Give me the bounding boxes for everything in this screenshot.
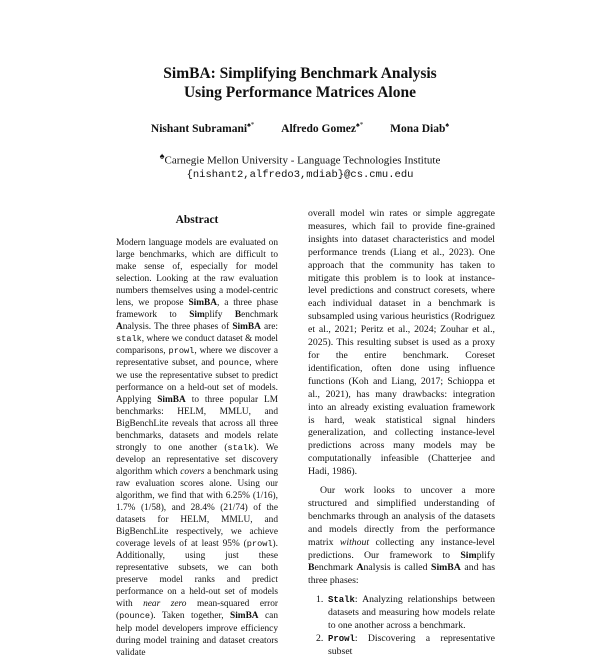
author-name: Nishant Subramani [150, 122, 248, 135]
introduction-column [308, 208, 495, 659]
text-run: prowl [246, 539, 273, 550]
phase-description: : Discovering a representative subset [328, 633, 495, 657]
text-run: mean-squared error ( [116, 599, 278, 622]
text-run: B [308, 562, 315, 574]
text-run: ). Taken together, [150, 611, 230, 622]
text-run: B [234, 310, 242, 321]
text-run: pounce [119, 611, 151, 622]
text-run: stalk [116, 334, 142, 345]
text-run: A [116, 322, 123, 333]
text-run: nalysis. The three phases of [122, 322, 233, 333]
text-run: A [356, 562, 364, 574]
text-run: to three popular LM benchmarks: HELM, MMLU, and BigBenchLite reveals that across all three benchmarks, datasets and models relate strongly to one another ( [116, 394, 279, 453]
text-run: collecting any instance-level predictions. Our framework to [308, 536, 495, 561]
phase-number: 2. [316, 633, 324, 644]
text-run: pounce [218, 358, 250, 369]
author-2 [281, 123, 363, 135]
affiliation-line [0, 149, 600, 168]
institution-name: Carnegie Mellon University - Language Technologies Institute [164, 154, 441, 167]
text-run: near zero [143, 599, 187, 610]
text-run: prowl [168, 346, 195, 357]
author-1 [151, 123, 254, 135]
text-run: Modern language models are evaluated on large benchmarks, which are difficult to make sense of, especially for model selection. Looking at the raw evaluation numbers themselves using a model-centric lens, we propose [116, 238, 278, 309]
affiliation-block [0, 149, 600, 182]
title-line-1: SimBA: Simplifying Benchmark Analysis [163, 65, 437, 82]
text-run: and has three phases: [308, 562, 495, 587]
text-run: SimBA [188, 298, 217, 309]
text-run: Our work looks to uncover a more structured and simplified understanding of benchmarks through an analysis of the datasets and models directly from the performance matrix [308, 485, 495, 548]
author-email: {nishant2,alfredo3,mdiab}@cs.cmu.edu [186, 168, 414, 181]
text-run: ). We develop an representative set discovery algorithm which [116, 442, 278, 477]
text-run: , where we conduct dataset & model comparisons, [116, 334, 279, 357]
text-run: Sim [189, 310, 205, 321]
text-run: are: [260, 322, 279, 333]
phase-description: : Analyzing relationships between datasets and measuring how models relate to one another across a benchmark. [328, 594, 495, 632]
text-run: a benchmark using raw evaluation scores alone. Using our algorithm, we find that with 6.25% (1/16), 1.7% (1/58), and 28.4% (21/74) of the datasets for HELM, MMLU, and BigBenchLite respectively, we achieve coverage levels of at least 95% ( [116, 466, 278, 550]
phase-number: 1. [316, 594, 324, 606]
author-marks: ♠* [356, 121, 364, 129]
paper-title [0, 64, 600, 102]
text-run: ). Additionally, using just these representative subsets, we can both preserve model ranks and predict performance on a held-out set of models with [116, 539, 278, 610]
text-run: , where we use the representative subset to predict performance on a held-out set of models. Applying [116, 358, 279, 405]
text-run: plify [476, 549, 495, 561]
text-run: nalysis is called [363, 562, 432, 574]
text-run: SimBA [230, 611, 259, 622]
author-marks: ♠ [445, 121, 450, 129]
author-list [0, 121, 600, 135]
phase-item [308, 594, 495, 633]
author-marks: ♠* [247, 121, 255, 129]
abstract-heading: Abstract [175, 214, 219, 226]
abstract-body [116, 237, 278, 659]
phase-item [308, 633, 495, 659]
affiliation-mark: ♠ [159, 151, 165, 161]
text-run: covers [180, 466, 205, 477]
author-name: Mona Diab [390, 122, 446, 135]
author-name: Alfredo Gomez [281, 122, 357, 135]
text-run: SimBA [431, 562, 461, 574]
phase-name: Prowl [328, 634, 355, 644]
intro-paragraph-1: overall model win rates or simple aggregate measures, which fail to provide fine-grained insights into dataset characteristics and model performance trends (Liang et al., 2023). One approach that the community has taken to mitigate this problem is to look at instance-level predictions and construct coresets, where each individual dataset in a benchmark is subsampled using various heuristics (Rodriguez et al., 2021; Peritz et al., 2024; Zouhar et al., 2025). This resulting subset is used as a proxy for the entire benchmark. Coreset identification, often done using influence functions (Koh and Liang, 2017; Schioppa et al., 2021), has many drawbacks: integration into an already existing evaluation framework is hard, weak statistical signal hinders generalization, and collecting instance-level predictions across many models may be computationally infeasible (Chatterjee and Hadi, 1986). [308, 208, 495, 478]
text-run: SimBA [157, 394, 186, 405]
text-run: can help model developers improve efficiency during model training and dataset creators validate [116, 611, 278, 658]
text-run: enchmark [314, 562, 357, 574]
phase-name: Stalk [328, 595, 355, 606]
phase-list [308, 594, 495, 659]
text-run: plify [204, 310, 235, 321]
text-run: without [339, 536, 370, 548]
title-line-2: Using Performance Matrices Alone [183, 84, 416, 101]
text-run: enchmark [241, 310, 278, 321]
text-run: , where we discover a representative subset, and [116, 346, 279, 369]
text-run: SimBA [232, 322, 261, 333]
author-3 [390, 123, 449, 135]
text-run: stalk [227, 442, 254, 453]
text-run: , a three phase framework to [116, 298, 278, 321]
intro-paragraph-2 [308, 485, 495, 588]
text-run: Sim [460, 549, 477, 561]
